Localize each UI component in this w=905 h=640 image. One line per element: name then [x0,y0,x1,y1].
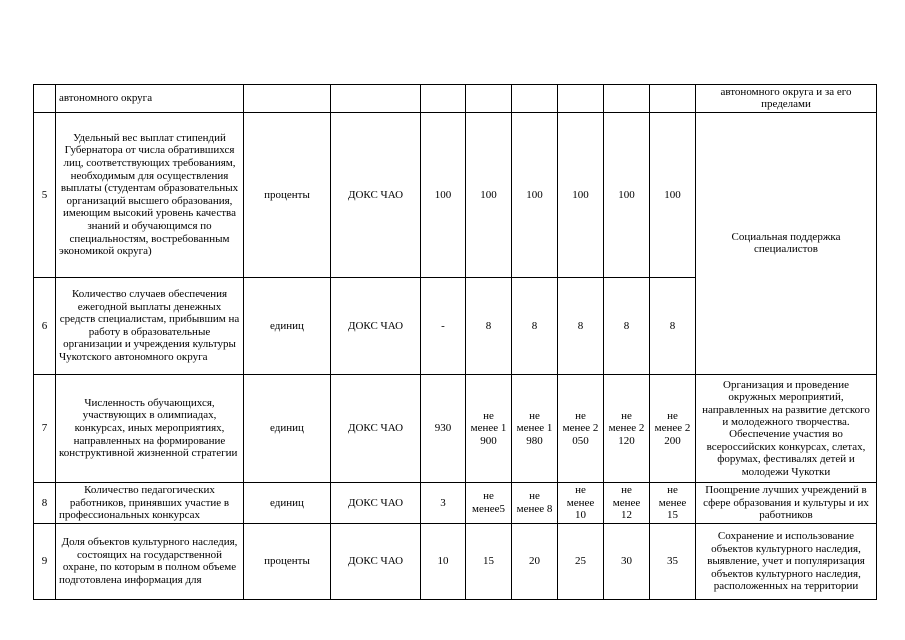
table-row [34,112,877,277]
base-value: 930 [421,374,466,482]
year-value: 100 [558,112,604,277]
unit-cell: проценты [244,112,331,277]
year-value: не менее 15 [650,482,696,523]
responsible-cell: ДОКС ЧАО [331,112,421,277]
year-value: 8 [512,277,558,374]
row-number: 6 [34,277,56,374]
indicator-name: Количество педагогических работников, принявших участие в профессиональных конкурсах [56,482,244,523]
year-value: 30 [604,523,650,599]
table-row [34,523,877,599]
year-value: 100 [650,112,696,277]
year-value: 8 [466,277,512,374]
year-value: 8 [558,277,604,374]
responsible-cell: ДОКС ЧАО [331,374,421,482]
indicators-table [33,84,877,600]
unit-cell: единиц [244,277,331,374]
responsible-cell: ДОКС ЧАО [331,482,421,523]
year-value: 35 [650,523,696,599]
year-value [650,85,696,113]
year-value [604,85,650,113]
responsible-cell: ДОКС ЧАО [331,523,421,599]
year-value: 8 [604,277,650,374]
year-value: 25 [558,523,604,599]
indicator-name: Доля объектов культурного наследия, состоящих на государственной охране, по которым в полном объеме подготовлена информация для [56,523,244,599]
table-row [34,85,877,113]
base-value: 3 [421,482,466,523]
year-value: не менее 2 120 [604,374,650,482]
row-number: 7 [34,374,56,482]
year-value: 100 [466,112,512,277]
row-number: 8 [34,482,56,523]
expected-result: Сохранение и использование объектов культурного наследия, выявление, учет и популяризация объектов культурного наследия, расположенных на территории [696,523,877,599]
expected-result: Социальная поддержка специалистов [696,112,877,374]
unit-cell: проценты [244,523,331,599]
expected-result: Организация и проведение окружных мероприятий, направленных на развитие детского и молодежного творчества. Обеспечение участия во всероссийских конкурсах, слетах, форумах, фестивалях детей и молодежи Чукотки [696,374,877,482]
row-number: 9 [34,523,56,599]
unit-cell [244,85,331,113]
year-value: 100 [512,112,558,277]
expected-result: Поощрение лучших учреждений в сфере образования и культуры и их работников [696,482,877,523]
base-value: 10 [421,523,466,599]
indicator-name: автономного округа [56,85,244,113]
unit-cell: единиц [244,482,331,523]
year-value: не менее 2 200 [650,374,696,482]
indicator-name: Количество случаев обеспечения ежегодной выплаты денежных средств специалистам, прибывшим на работу в образовательные организации и учреждения культуры Чукотского автономного округа [56,277,244,374]
year-value: 100 [604,112,650,277]
year-value: не менее 12 [604,482,650,523]
base-value: 100 [421,112,466,277]
responsible-cell [331,85,421,113]
expected-result: автономного округа и за его пределами [696,85,877,113]
year-value: не менее 8 [512,482,558,523]
year-value: не менее 1 900 [466,374,512,482]
year-value [512,85,558,113]
responsible-cell: ДОКС ЧАО [331,277,421,374]
year-value: не менее 1 980 [512,374,558,482]
indicator-name: Численность обучающихся, участвующих в олимпиадах, конкурсах, иных мероприятиях, направленных на формирование конструктивной жизненной стратегии [56,374,244,482]
base-value: - [421,277,466,374]
year-value: 15 [466,523,512,599]
year-value: не менее5 [466,482,512,523]
table-row [34,374,877,482]
year-value: 20 [512,523,558,599]
indicator-name: Удельный вес выплат стипендий Губернатора от числа обратившихся лиц, соответствующих требованиям, необходимым для осуществления выплаты (студентам образовательных организаций высшего образования, имеющим высокий уровень качества знаний и обучающимся по специальностям, востребованным экономикой округа) [56,112,244,277]
table-row [34,482,877,523]
base-value [421,85,466,113]
row-number [34,85,56,113]
unit-cell: единиц [244,374,331,482]
year-value: 8 [650,277,696,374]
year-value [466,85,512,113]
year-value: не менее 10 [558,482,604,523]
year-value [558,85,604,113]
row-number: 5 [34,112,56,277]
year-value: не менее 2 050 [558,374,604,482]
